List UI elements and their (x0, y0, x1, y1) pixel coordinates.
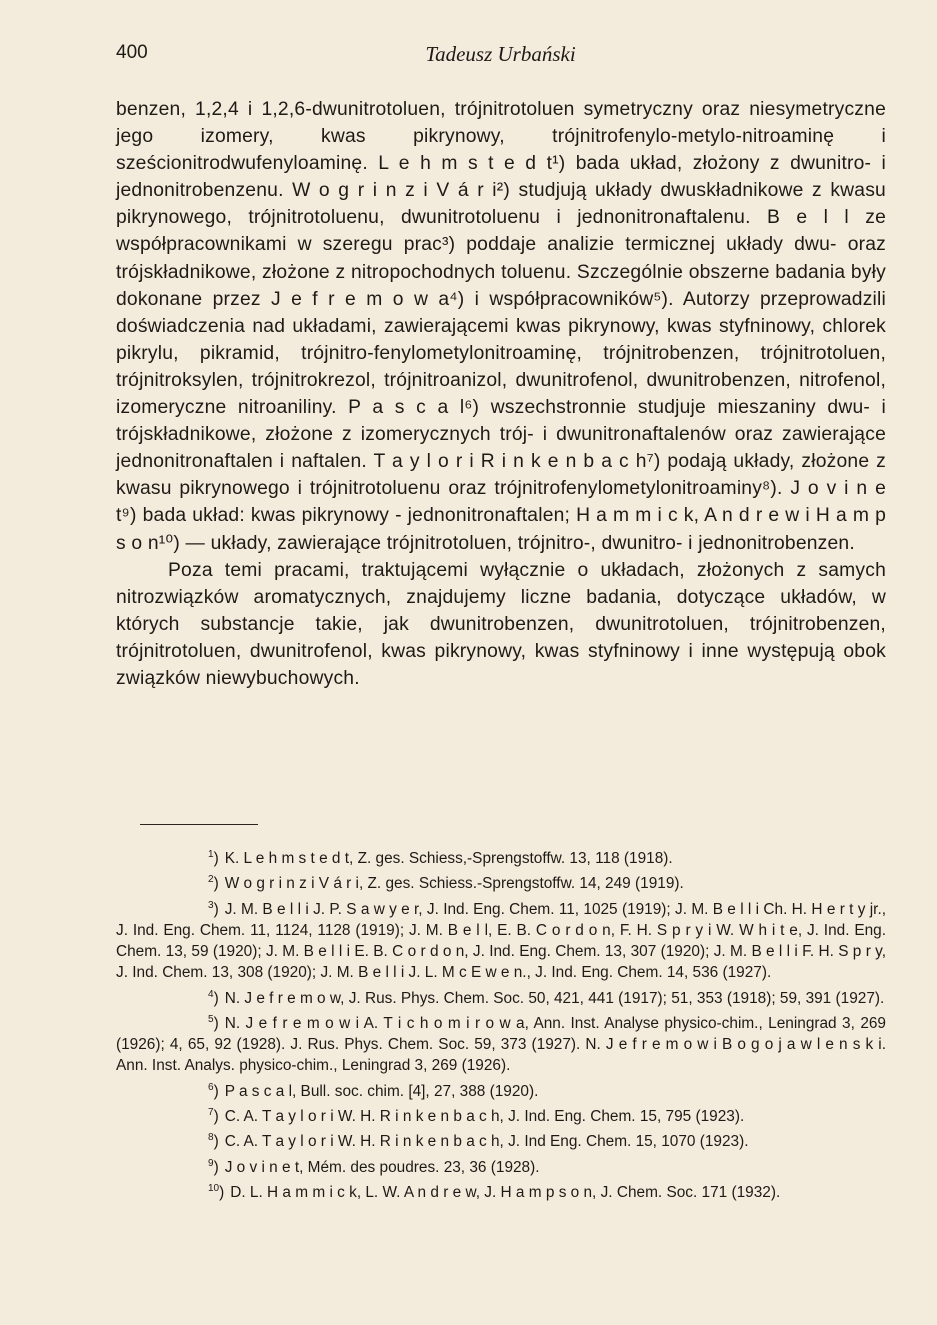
footnote-marker: $^{10}$) (208, 1182, 225, 1202)
footnote (116, 1178, 886, 1203)
footnote-separator (140, 824, 258, 825)
footnote-text: W o g r i n z i V á r i, Z. ges. Schiess.-Sprengstoffw. 14, 249 (1919). (224, 875, 684, 893)
footnote-text: D. L. H a m m i c k, L. W. A n d r e w, J. H a m p s o n, J. Chem. Soc. 171 (1932). (230, 1184, 781, 1202)
footnote-text: N. J e f r e m o w i A. T i c h o m i r o w a, Ann. Inst. Analyse physico-chim., Leningrad 3, 269 (1926); 4, 65, 92 (1928). J. Rus. Phys. Chem. Soc. 59, 373 (1927). N. J e f r e m o w i B o g o j a w l e n s k i. Ann. Inst. Analys. physico-chim., Leningrad 3, 269 (1926). (116, 1015, 886, 1075)
footnote-marker: $^1$) (208, 849, 219, 868)
footnotes (116, 844, 886, 1203)
footnote-text: J. M. B e l l i J. P. S a w y e r, J. Ind. Eng. Chem. 11, 1025 (1919); J. M. B e l l i Ch. H. H e r t y jr., J. Ind. Eng. Chem. 11, 1124, 1128 (1919); J. M. B e l l, E. B. C o r d o n, F. H. S p r y i W. W h i t e, J. Ind. Eng. Chem. 13, 59 (1920); J. M. B e l l i E. B. C o r d o n, J. Ind. Eng. Chem. 13, 307 (1920); J. M. B e l l i F. H. S p r y, J. Ind. Chem. 13, 308 (1920); J. M. B e l l i J. L. M c E w e n., J. Ind. Eng. Chem. 14, 536 (1927). (116, 900, 886, 982)
footnote-text: N. J e f r e m o w, J. Rus. Phys. Chem. Soc. 50, 421, 441 (1917); 51, 353 (1918); 59, 391 (1927). (224, 989, 885, 1007)
footnote-marker: $^7$) (208, 1106, 219, 1126)
footnote-marker: $^5$) (208, 1013, 219, 1033)
footnote (116, 1127, 886, 1152)
paragraph-2: Poza temi pracami, traktującemi wyłącznie o układach, złożonych z samych nitrozwiązków aromatycznych, znajdujemy liczne badania, dotyczące układów, w których substancje takie, jak dwunitrobenzen, dwunitrotoluen, trójnitrobenzen, trójnitrotoluen, dwunitrofenol, kwas pikrynowy, kwas styfninowy i inne występują obok związków niewybuchowych. (116, 559, 886, 689)
page-number: 400 (116, 42, 148, 63)
footnote (116, 844, 886, 869)
footnote (116, 984, 886, 1009)
footnote (116, 1153, 886, 1178)
footnote (116, 1102, 886, 1127)
footnote (116, 895, 886, 984)
footnote-marker: $^3$) (208, 899, 219, 918)
footnote-marker: $^4$) (208, 988, 219, 1007)
footnote-marker: $^9$) (208, 1157, 219, 1176)
footnote (116, 1009, 886, 1077)
footnote-text: C. A. T a y l o r i W. H. R i n k e n b a c h, J. Ind Eng. Chem. 15, 1070 (1923). (224, 1133, 749, 1151)
footnote-marker: $^2$) (208, 874, 219, 893)
footnote-text: J o v i n e t, Mém. des poudres. 23, 36 (1928). (224, 1158, 540, 1176)
footnote-text: C. A. T a y l o r i W. H. R i n k e n b a c h, J. Ind. Eng. Chem. 15, 795 (1923). (224, 1108, 745, 1126)
footnote-text: P a s c a l, Bull. soc. chim. [4], 27, 388 (1920). (224, 1082, 539, 1100)
running-head: Tadeusz Urbański (425, 42, 576, 66)
body-text (116, 96, 886, 692)
footnote (116, 1077, 886, 1102)
paragraph-1: benzen, 1,2,4 i 1,2,6-dwunitrotoluen, trójnitrotoluen symetryczny oraz niesymetryczne jego izomery, kwas pikrynowy, trójnitrofenylo-metylo-nitroaminę i sześcionitrodwufenyloaminę. L e h m s t e d t¹) bada układ, złożony z dwunitro- i jednonitrobenzenu. W o g r i n z i V á r i²) studjują układy dwuskładnikowe z kwasu pikrynowego, trójnitrotoluenu, dwunitrotoluenu i jednonitronaftalenu. B e l l ze współpracownikami w szeregu prac³) poddaje analizie termicznej układy dwu- oraz trójskładnikowe, złożone z nitropochodnych toluenu. Szczególnie obszerne badania były dokonane przez J e f r e m o w a⁴) i współpracowników⁵). Autorzy przeprowadzili doświadczenia nad układami, zawierającemi kwas pikrynowy, kwas styfninowy, chlorek pikrylu, pikramid, trójnitro-fenylometylonitroaminę, trójnitrobenzen, trójnitrotoluen, trójnitroksylen, trójnitrokrezol, trójnitroanizol, dwunitrofenol, dwunitrobenzen, nitrofenol, izomeryczne nitroaniliny. P a s c a l⁶) wszechstronnie studjuje mieszaniny dwu- i trójskładnikowe, złożone z izomerycznych trój- i dwunitronaftalenów oraz zawierające jednonitronaftalen i naftalen. T a y l o r i R i n k e n b a c h⁷) podają układy, złożone z kwasu pikrynowego i trójnitrotoluenu oraz trójnitrofenylometylonitroaminy⁸). J o v i n e t⁹) bada układ: kwas pikrynowy - jednonitronaftalen; H a m m i c k, A n d r e w i H a m p s o n¹⁰) — układy, zawierające trójnitrotoluen, trójnitro-, dwunitro- i jednonitrobenzen. (116, 99, 886, 554)
footnote-marker: $^6$) (208, 1081, 219, 1100)
footnote-text: K. L e h m s t e d t, Z. ges. Schiess,-Sprengstoffw. 13, 118 (1918). (224, 850, 673, 868)
footnote-marker: $^8$) (208, 1132, 219, 1151)
page-header (116, 42, 885, 70)
footnote (116, 869, 886, 894)
